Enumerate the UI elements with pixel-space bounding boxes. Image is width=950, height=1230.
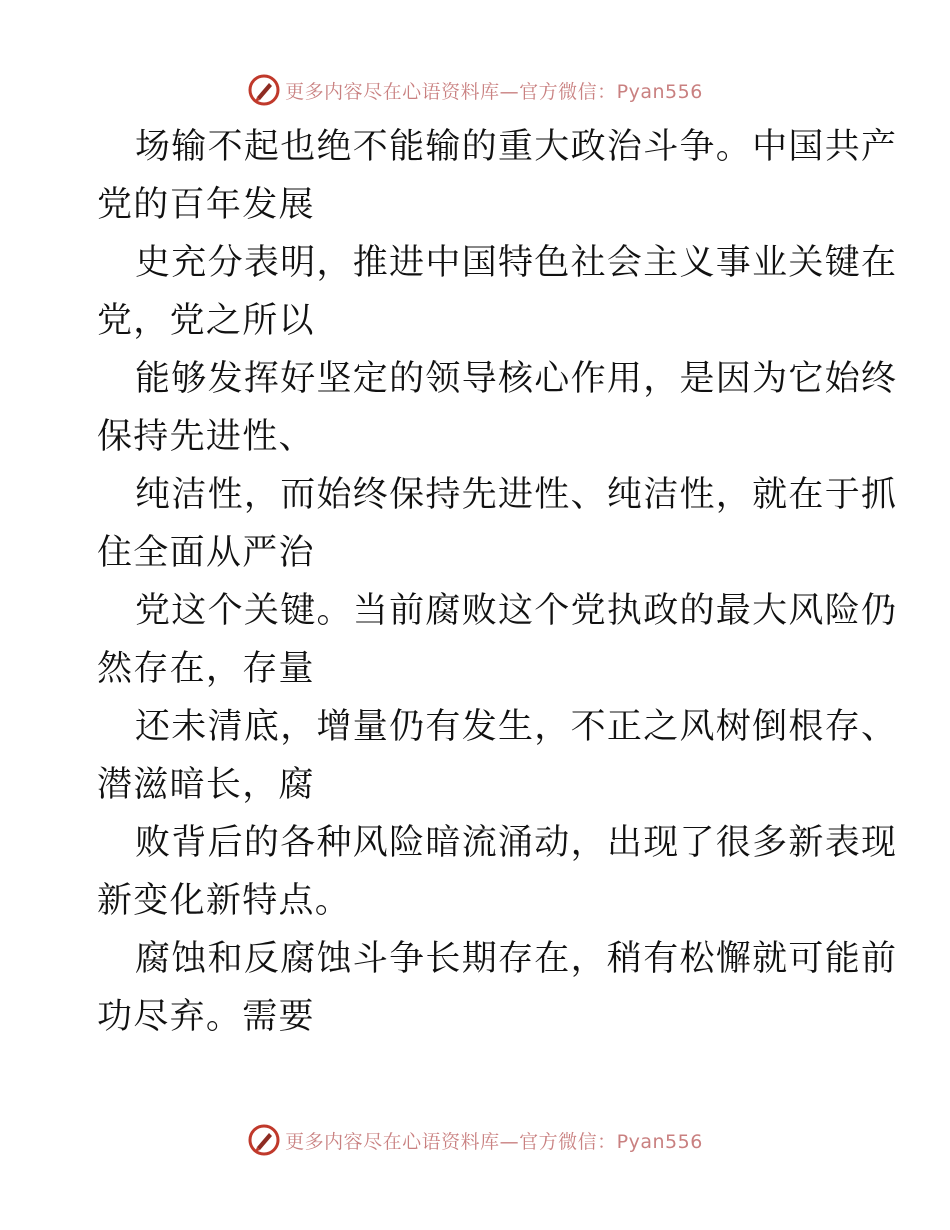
paragraph-line: 纯洁性，而始终保持先进性、纯洁性，就在于抓	[135, 475, 898, 515]
paragraph-line: 潜滋暗长，腐	[97, 765, 315, 805]
document-body	[97, 118, 898, 1046]
paragraph-line: 保持先进性、	[97, 417, 315, 457]
pen-logo-icon	[247, 73, 281, 107]
paragraph	[97, 814, 898, 930]
paragraph-line: 腐蚀和反腐蚀斗争长期存在，稍有松懈就可能前	[135, 939, 898, 979]
paragraph-line: 新变化新特点。	[97, 881, 352, 921]
header-banner	[0, 70, 950, 110]
paragraph	[97, 118, 898, 234]
paragraph	[97, 350, 898, 466]
paragraph	[97, 466, 898, 582]
paragraph	[97, 234, 898, 350]
paragraph	[97, 930, 898, 1046]
paragraph-line: 住全面从严治	[97, 533, 315, 573]
paragraph-line: 场输不起也绝不能输的重大政治斗争。中国共产	[135, 127, 898, 167]
paragraph	[97, 582, 898, 698]
paragraph	[97, 698, 898, 814]
paragraph-line: 党这个关键。当前腐败这个党执政的最大风险仍	[135, 591, 898, 631]
paragraph-line: 党，党之所以	[97, 301, 315, 341]
paragraph-line: 党的百年发展	[97, 185, 315, 225]
footer-banner-text: 更多内容尽在心语资料库—官方微信：Pyan556	[285, 1130, 703, 1153]
header-banner-text: 更多内容尽在心语资料库—官方微信：Pyan556	[285, 80, 703, 103]
paragraph-line: 功尽弃。需要	[97, 997, 315, 1037]
pen-logo-icon	[247, 1123, 281, 1157]
footer-banner	[0, 1120, 950, 1160]
paragraph-line: 败背后的各种风险暗流涌动，出现了很多新表现	[135, 823, 898, 863]
paragraph-line: 然存在，存量	[97, 649, 315, 689]
paragraph-line: 史充分表明，推进中国特色社会主义事业关键在	[135, 243, 898, 283]
paragraph-line: 能够发挥好坚定的领导核心作用，是因为它始终	[135, 359, 898, 399]
paragraph-line: 还未清底，增量仍有发生，不正之风树倒根存、	[135, 707, 898, 747]
